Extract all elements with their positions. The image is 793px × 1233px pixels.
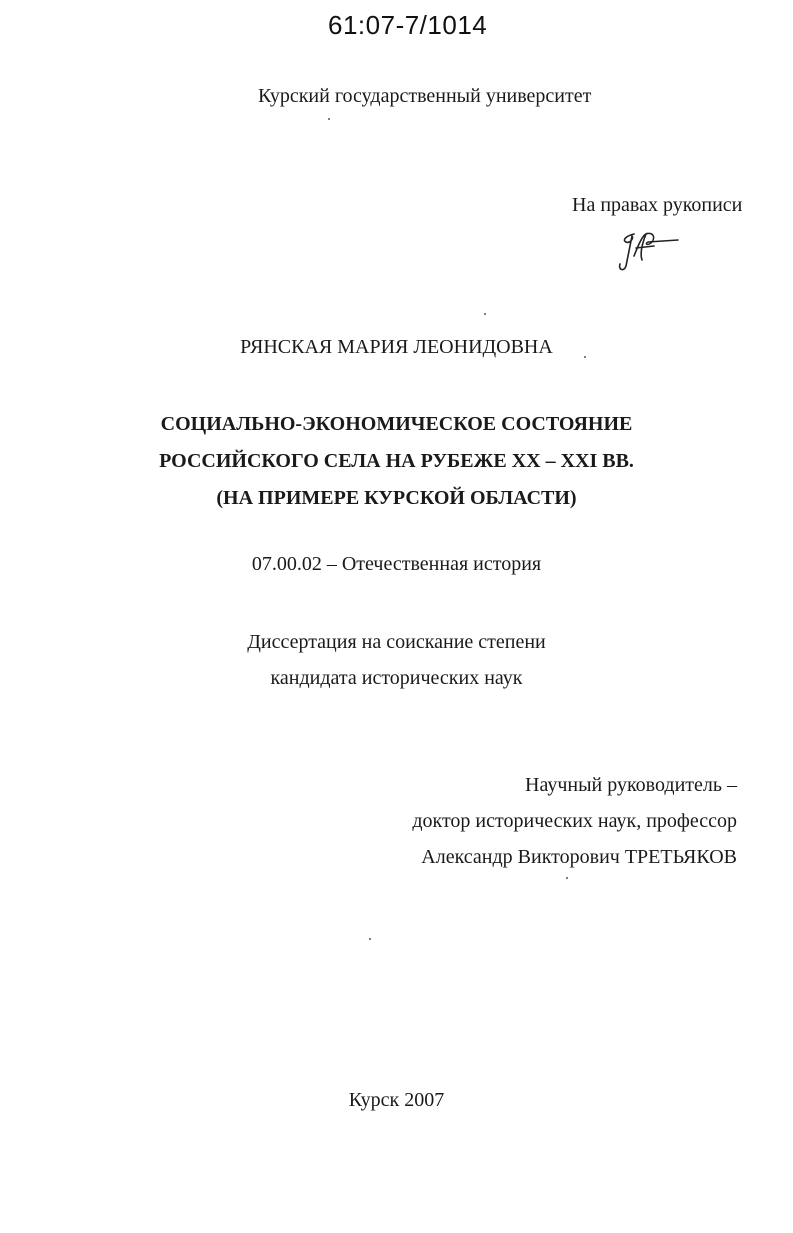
supervisor-block	[412, 767, 737, 875]
handwritten-signature	[612, 226, 686, 274]
city-year: Курск 2007	[348, 1089, 445, 1111]
dissertation-title	[0, 406, 793, 517]
degree-line: кандидата исторических наук	[270, 667, 523, 689]
scan-speck	[584, 356, 586, 358]
university-name: Курский государственный университет	[258, 85, 592, 107]
supervisor-degree: доктор исторических наук, профессор	[412, 810, 737, 832]
title-line: СОЦИАЛЬНО-ЭКОНОМИЧЕСКОЕ СОСТОЯНИЕ	[160, 413, 633, 435]
archive-number: 61:07-7/1014	[328, 10, 488, 40]
author-name: РЯНСКАЯ МАРИЯ ЛЕОНИДОВНА	[240, 336, 553, 358]
title-line: РОССИЙСКОГО СЕЛА НА РУБЕЖЕ XX – XXI ВВ.	[159, 450, 634, 472]
scan-speck	[566, 877, 568, 879]
degree-statement	[0, 624, 793, 696]
scan-speck	[369, 938, 371, 940]
scan-speck	[328, 118, 330, 120]
supervisor-role: Научный руководитель –	[525, 774, 737, 796]
manuscript-note: На правах рукописи	[572, 194, 743, 216]
specialty-code: 07.00.02 – Отечественная история	[251, 553, 542, 575]
degree-line: Диссертация на соискание степени	[247, 631, 546, 653]
title-line: (НА ПРИМЕРЕ КУРСКОЙ ОБЛАСТИ)	[216, 487, 577, 509]
scan-speck	[484, 313, 486, 315]
supervisor-name: Александр Викторович ТРЕТЬЯКОВ	[421, 846, 737, 868]
